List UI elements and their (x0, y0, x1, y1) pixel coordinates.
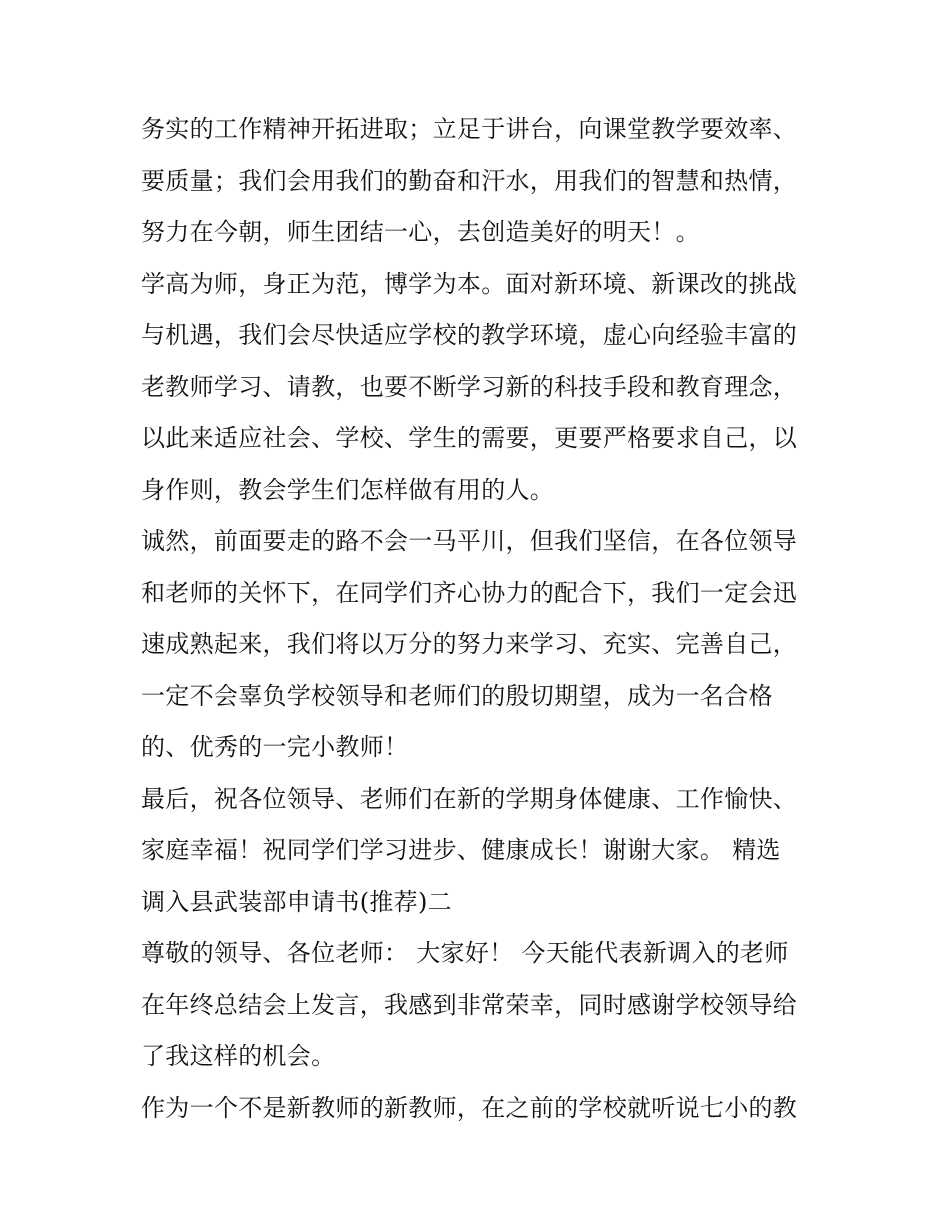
text-line: 作为一个不是新教师的新教师，在之前的学校就听说七小的教 (141, 1093, 798, 1122)
text-line: 要质量；我们会用我们的勤奋和汗水，用我们的智慧和热情， (141, 166, 798, 195)
text-line: 的、优秀的一完小教师！ (141, 733, 409, 761)
text-line: 和老师的关怀下，在同学们齐心协力的配合下，我们一定会迅 (141, 578, 798, 607)
text-line: 最后，祝各位领导、老师们在新的学期身体健康、工作愉快、 (141, 784, 798, 813)
text-line: 以此来适应社会、学校、学生的需要，更要严格要求自己，以 (141, 424, 798, 452)
text-line: 一定不会辜负学校领导和老师们的殷切期望，成为一名合格 (141, 681, 773, 710)
text-line: 务实的工作精神开拓进取；立足于讲台，向课堂教学要效率、 (141, 115, 798, 143)
text-line: 学高为师，身正为范，博学为本。面对新环境、新课改的挑战 (141, 269, 798, 298)
text-line: 老教师学习、请教，也要不断学习新的科技手段和教育理念， (141, 372, 798, 401)
text-line: 尊敬的领导、各位老师： 大家好！ 今天能代表新调入的老师 (141, 939, 789, 967)
document-body (141, 104, 821, 1134)
text-line: 在年终总结会上发言，我感到非常荣幸，同时感谢学校领导给 (141, 990, 798, 1019)
section-heading: 调入县武装部申请书(推荐)二 (141, 887, 452, 916)
text-line: 身作则，教会学生们怎样做有用的人。 (141, 475, 555, 504)
text-line: 努力在今朝，师生团结一心，去创造美好的明天！。 (141, 218, 700, 246)
text-line: 了我这样的机会。 (141, 1042, 336, 1070)
text-line: 速成熟起来，我们将以万分的努力来学习、充实、完善自己， (141, 630, 798, 658)
text-line: 家庭幸福！祝同学们学习进步、健康成长！谢谢大家。 精选 (141, 836, 781, 864)
text-line: 诚然，前面要走的路不会一马平川，但我们坚信，在各位领导 (141, 527, 798, 555)
text-line: 与机遇，我们会尽快适应学校的教学环境，虚心向经验丰富的 (141, 321, 798, 349)
